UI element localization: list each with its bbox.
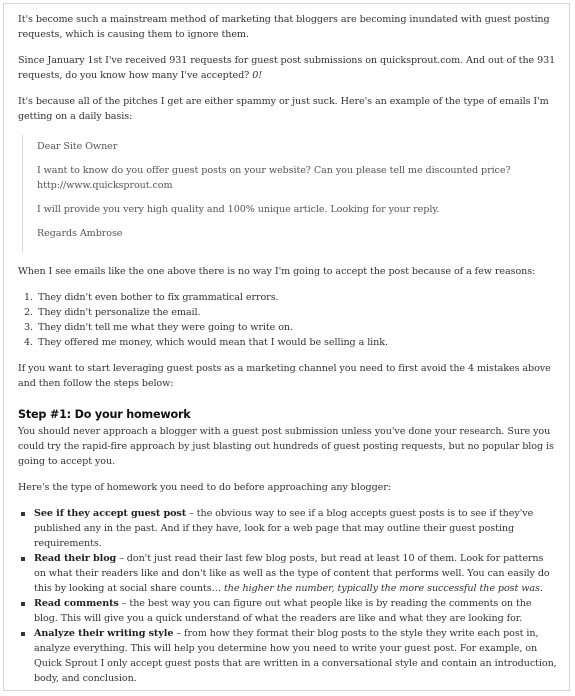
homework-item xyxy=(30,626,558,686)
email-body-2: I will provide you very high quality and 100% unique article. Looking for your reply. xyxy=(37,204,440,215)
homework-list xyxy=(18,506,558,686)
homework-item-text: – the best way you can figure out what people like is by reading the comments on the blog. This will give you a quick understand of what the readers are like and what they are looking for. xyxy=(34,598,532,624)
homework-item xyxy=(30,596,558,626)
reason-item: 4. They offered me money, which would mean that I would be selling a link. xyxy=(36,335,558,350)
example-email-blockquote xyxy=(22,135,558,252)
reasons-list xyxy=(18,290,558,350)
article-frame xyxy=(3,3,570,691)
homework-item-text: – don't just read their last few blog posts, but read at least 10 of them. Look for patterns on what their readers like and don't like as well as the type of content that performs well. You can easily do this by looking at social share counts… xyxy=(34,553,550,594)
article-body xyxy=(4,4,569,686)
email-body-1 xyxy=(37,163,558,193)
intro-paragraph-3: It's because all of the pitches I get are either spammy or just suck. Here's an example of the type of emails I'm getting on a daily basis: xyxy=(18,96,549,122)
step-1-heading: Step #1: Do your homework xyxy=(18,408,191,421)
intro-paragraph-2-text: Since January 1st I've received 931 requests for guest post submissions on quicksprout.com. And out of the 931 requests, do you know how many I've accepted? xyxy=(18,55,556,81)
step-1-paragraph-2: Here's the type of homework you need to do before approaching any blogger: xyxy=(18,482,391,493)
homework-item-title: See if they accept guest post xyxy=(34,508,187,519)
email-signoff: Regards Ambrose xyxy=(37,228,123,239)
reason-item: 2. They didn't personalize the email. xyxy=(36,305,558,320)
step-1-paragraph-1: You should never approach a blogger with a guest post submission unless you've done your research. Sure you could try the rapid-fire approach by just blasting out hundreds of guest posting requests, but no popular blog is going to accept you. xyxy=(18,426,554,467)
reasons-intro: When I see emails like the one above there is no way I'm going to accept the post because of a few reasons: xyxy=(18,266,536,277)
homework-item-title: Read their blog xyxy=(34,553,117,564)
homework-item-emphasis: the higher the number, typically the more successful the post was. xyxy=(224,583,543,594)
intro-paragraph-2 xyxy=(18,53,558,83)
homework-item-title: Analyze their writing style xyxy=(34,628,174,639)
transition-paragraph: If you want to start leveraging guest posts as a marketing channel you need to first avoid the 4 mistakes above and then follow the steps below: xyxy=(18,363,551,389)
homework-item xyxy=(30,506,558,551)
homework-item xyxy=(30,551,558,596)
homework-item-title: Read comments xyxy=(34,598,119,609)
homework-item-text: – from how they format their blog posts to the style they write each post in, analyze everything. This will help you determine how you need to write your guest post. For example, on Quick Sprout I only accept guest posts that are written in a conversational style and contain an introduction, body, and conclusion. xyxy=(34,628,557,684)
intro-paragraph-2-emphasis: 0! xyxy=(252,70,263,81)
email-greeting: Dear Site Owner xyxy=(37,141,118,152)
email-line-1: I want to know do you offer guest posts on your website? Can you please tell me discounted price? xyxy=(37,165,511,176)
email-url: http://www.quicksprout.com xyxy=(37,180,173,191)
reason-item: 1. They didn't even bother to fix grammatical errors. xyxy=(36,290,558,305)
homework-item-text: – the obvious way to see if a blog accepts guest posts is to see if they've published any in the past. And if they have, look for a web page that may outline their guest posting requirements. xyxy=(34,508,534,549)
reason-item: 3. They didn't tell me what they were going to write on. xyxy=(36,320,558,335)
intro-paragraph-1: It's become such a mainstream method of marketing that bloggers are becoming inundated with guest posting requests, which is causing them to ignore them. xyxy=(18,14,550,40)
